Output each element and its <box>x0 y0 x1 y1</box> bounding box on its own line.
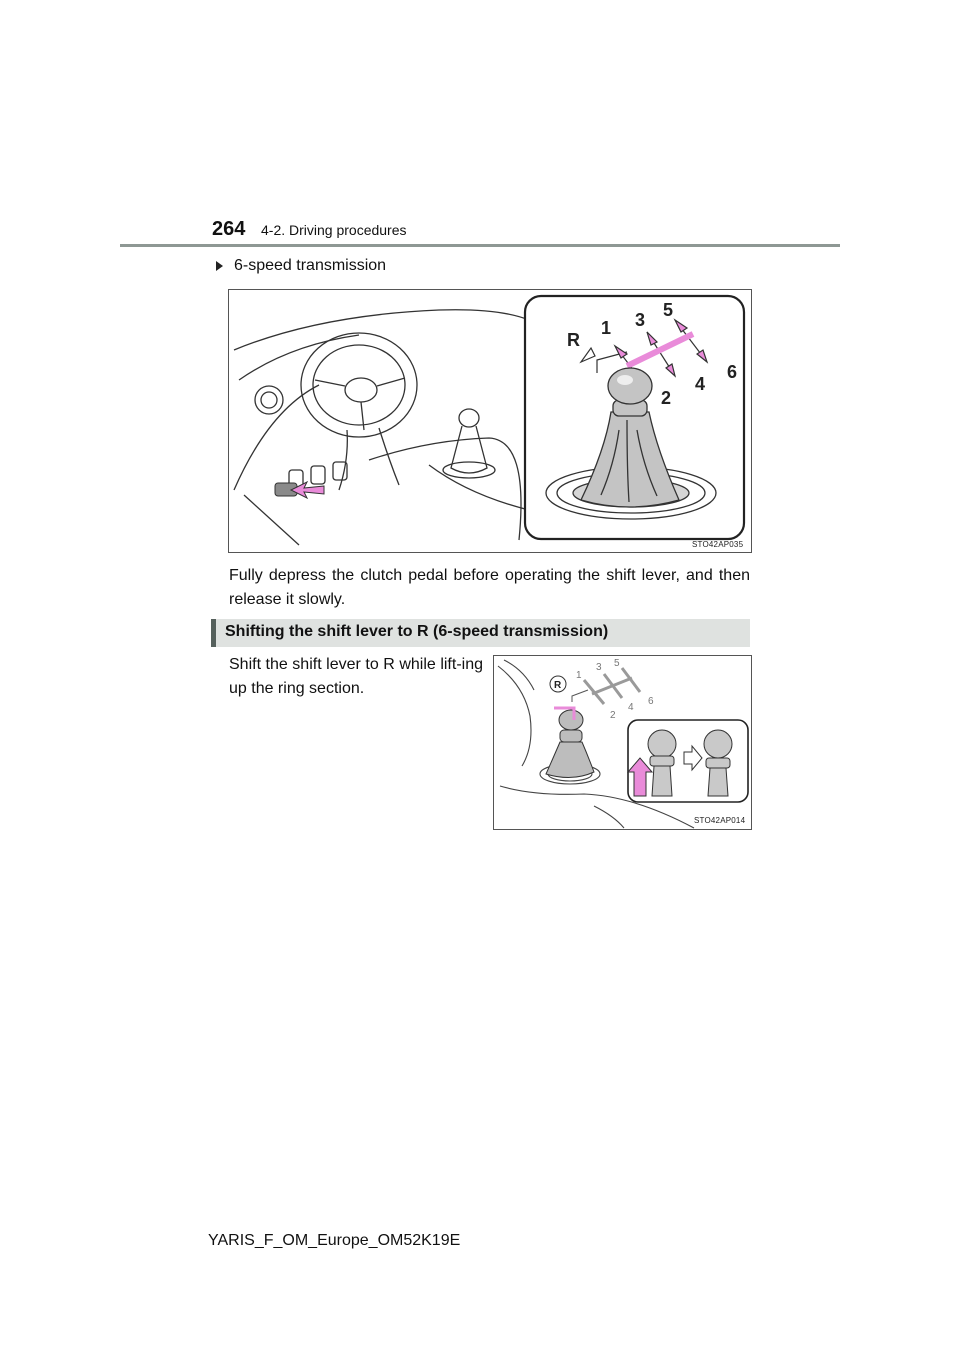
figure-code: STO42AP035 <box>692 540 744 549</box>
gear-label-6: 6 <box>727 362 738 382</box>
header-divider <box>120 244 840 247</box>
gear-label-3: 3 <box>596 662 602 673</box>
gear-label-r: R <box>567 330 580 350</box>
gear-label-5: 5 <box>663 300 674 320</box>
gear-label-4: 4 <box>695 374 706 394</box>
cockpit-drawing <box>229 290 751 552</box>
gear-label-4: 4 <box>628 702 634 713</box>
triangle-bullet-icon <box>216 261 223 271</box>
instruction-paragraph: Fully depress the clutch pedal before operating the shift lever, and then release it slowly. <box>229 567 750 608</box>
gear-label-5: 5 <box>614 658 620 669</box>
shift-lever-illustration <box>228 289 752 553</box>
heading-marker <box>211 619 216 647</box>
gear-label-6: 6 <box>648 696 654 707</box>
gear-label-3: 3 <box>635 310 646 330</box>
gear-label-2: 2 <box>661 388 672 408</box>
gear-label-r: R <box>554 680 562 691</box>
subsection-title: Shifting the shift lever to R (6-speed transmission) <box>225 623 609 640</box>
reverse-shift-drawing <box>494 656 751 829</box>
document-footer: YARIS_F_OM_Europe_OM52K19E <box>208 1232 461 1249</box>
figure-code: STO42AP014 <box>694 816 746 825</box>
reverse-instruction-paragraph: Shift the shift lever to R while lift-ing up the ring section. <box>229 656 483 697</box>
section-title: 4-2. Driving procedures <box>261 222 407 238</box>
bullet-text: 6-speed transmission <box>234 257 387 274</box>
reverse-shift-illustration <box>493 655 752 830</box>
page-number: 264 <box>212 218 246 240</box>
gear-label-1: 1 <box>576 670 582 681</box>
subsection-heading <box>211 619 750 647</box>
bullet-item <box>216 257 386 275</box>
gear-label-2: 2 <box>610 710 616 721</box>
gear-label-1: 1 <box>601 318 612 338</box>
